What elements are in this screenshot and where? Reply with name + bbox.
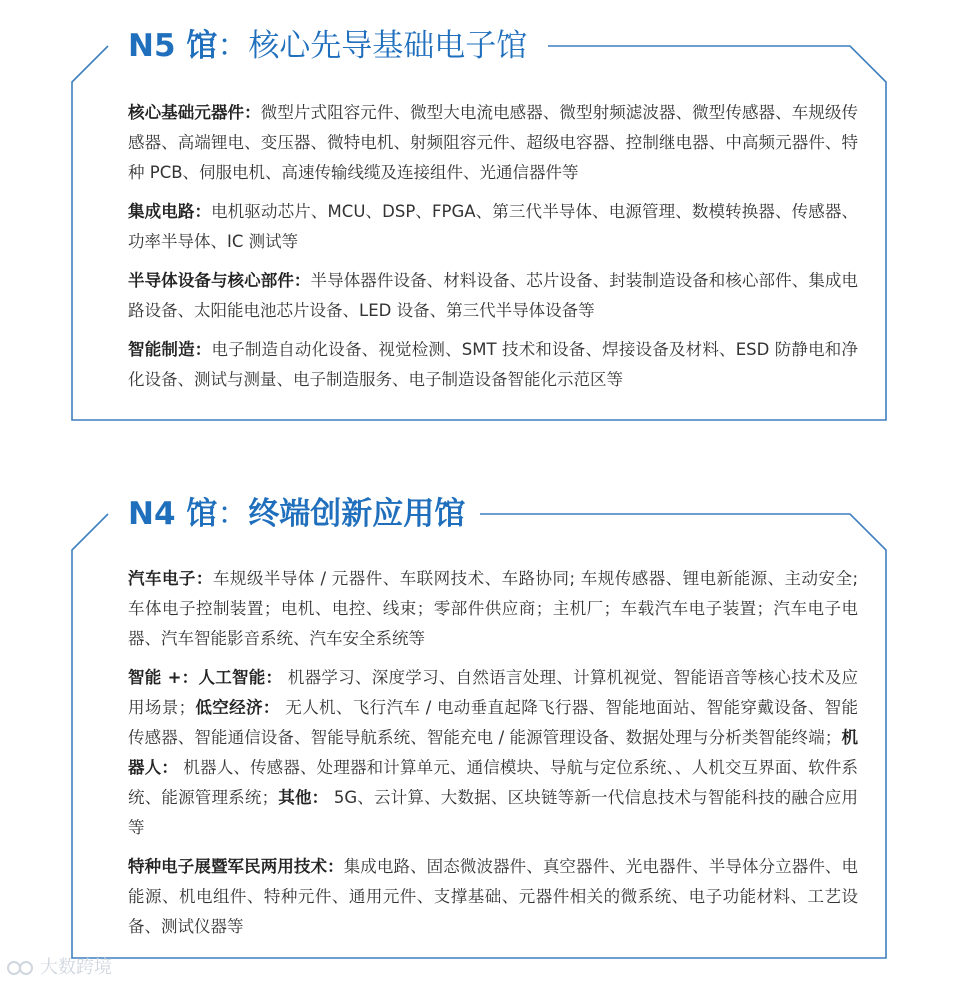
item-label: 智能制造： (128, 340, 212, 359)
n5-item (128, 266, 858, 326)
item-label: 机器人： (128, 728, 858, 777)
item-text: 5G、云计算、大数据、区块链等新一代信息技术与智能科技的融合应用等 (128, 788, 859, 837)
n5-title (128, 26, 527, 66)
n4-items (128, 564, 858, 951)
n5-name: 核心先导基础电子馆 (248, 28, 528, 64)
item-label: 低空经济： (195, 698, 280, 717)
n4-item-smart (128, 663, 858, 843)
watermark (6, 953, 112, 979)
item-text: 车规级半导体 / 元器件、车联网技术、车路协同; 车规传感器、锂电新能源、主动安全; 车体电子控制装置；电机、电控、线束；零部件供应商；主机厂；车载汽车电子装置；汽车电子电器、汽车智能影音系统、汽车安全系统等 (128, 569, 859, 648)
item-label: 其他： (278, 788, 329, 807)
n5-code: N5 馆 (128, 28, 218, 64)
item-label: 特种电子展暨军民两用技术： (128, 857, 344, 876)
watermark-text: 大数跨境 (40, 957, 112, 978)
item-text: 半导体器件设备、材料设备、芯片设备、封装制造设备和核心部件、集成电路设备、太阳能电池芯片设备、LED 设备、第三代半导体设备等 (128, 271, 859, 320)
item-label: 集成电路： (128, 202, 212, 221)
item-label: 汽车电子： (128, 569, 213, 588)
item-text: 机器人、传感器、处理器和计算单元、通信模块、导航与定位系统、、人机交互界面、软件系统、能源管理系统； (128, 758, 859, 807)
item-text: 电子制造自动化设备、视觉检测、SMT 技术和设备、焊接设备及材料、ESD 防静电和净化设备、测试与测量、电子制造服务、电子制造设备智能化示范区等 (128, 340, 858, 389)
n5-item (128, 98, 858, 188)
item-text: 无人机、飞行汽车 / 电动垂直起降飞行器、智能地面站、智能穿戴设备、智能传感器、智能通信设备、智能导航系统、智能充电 / 能源管理设备、数据处理与分析类智能终端； (128, 698, 859, 747)
n5-item (128, 197, 858, 257)
item-label: 核心基础元器件： (128, 103, 261, 122)
n5-item (128, 335, 858, 395)
n4-title (128, 494, 465, 534)
item-text: 集成电路、固态微波器件、真空器件、光电器件、半导体分立器件、电能源、机电组件、特种元件、通用元件、支撑基础、元器件相关的微系统、电子功能材料、工艺设备、测试仪器等 (128, 857, 859, 936)
n4-name: 终端创新应用馆 (248, 496, 466, 532)
n4-title-sep: ： (217, 496, 249, 532)
n5-title-sep: ： (217, 28, 249, 64)
item-text: 微型片式阻容元件、微型大电流电感器、微型射频滤波器、微型传感器、车规级传感器、高端锂电、变压器、微特电机、射频阻容元件、超级电容器、控制继电器、中高频元器件、特种 PCB、伺服电机、高速传输线缆及连接组件、光通信器件等 (128, 103, 859, 182)
item-text: 机器学习、深度学习、自然语言处理、计算机视觉、智能语音等核心技术及应用场景； (128, 668, 858, 717)
n4-item-auto (128, 564, 858, 654)
n4-item-special (128, 852, 858, 942)
item-label: 智能 +：人工智能： (128, 668, 283, 687)
n4-code: N4 馆 (128, 496, 218, 532)
item-text: 电机驱动芯片、MCU、DSP、FPGA、第三代半导体、电源管理、数模转换器、传感器、功率半导体、IC 测试等 (128, 202, 859, 251)
n5-items (128, 98, 858, 404)
item-label: 半导体设备与核心部件： (128, 271, 311, 290)
watermark-logo-icon (6, 959, 36, 977)
